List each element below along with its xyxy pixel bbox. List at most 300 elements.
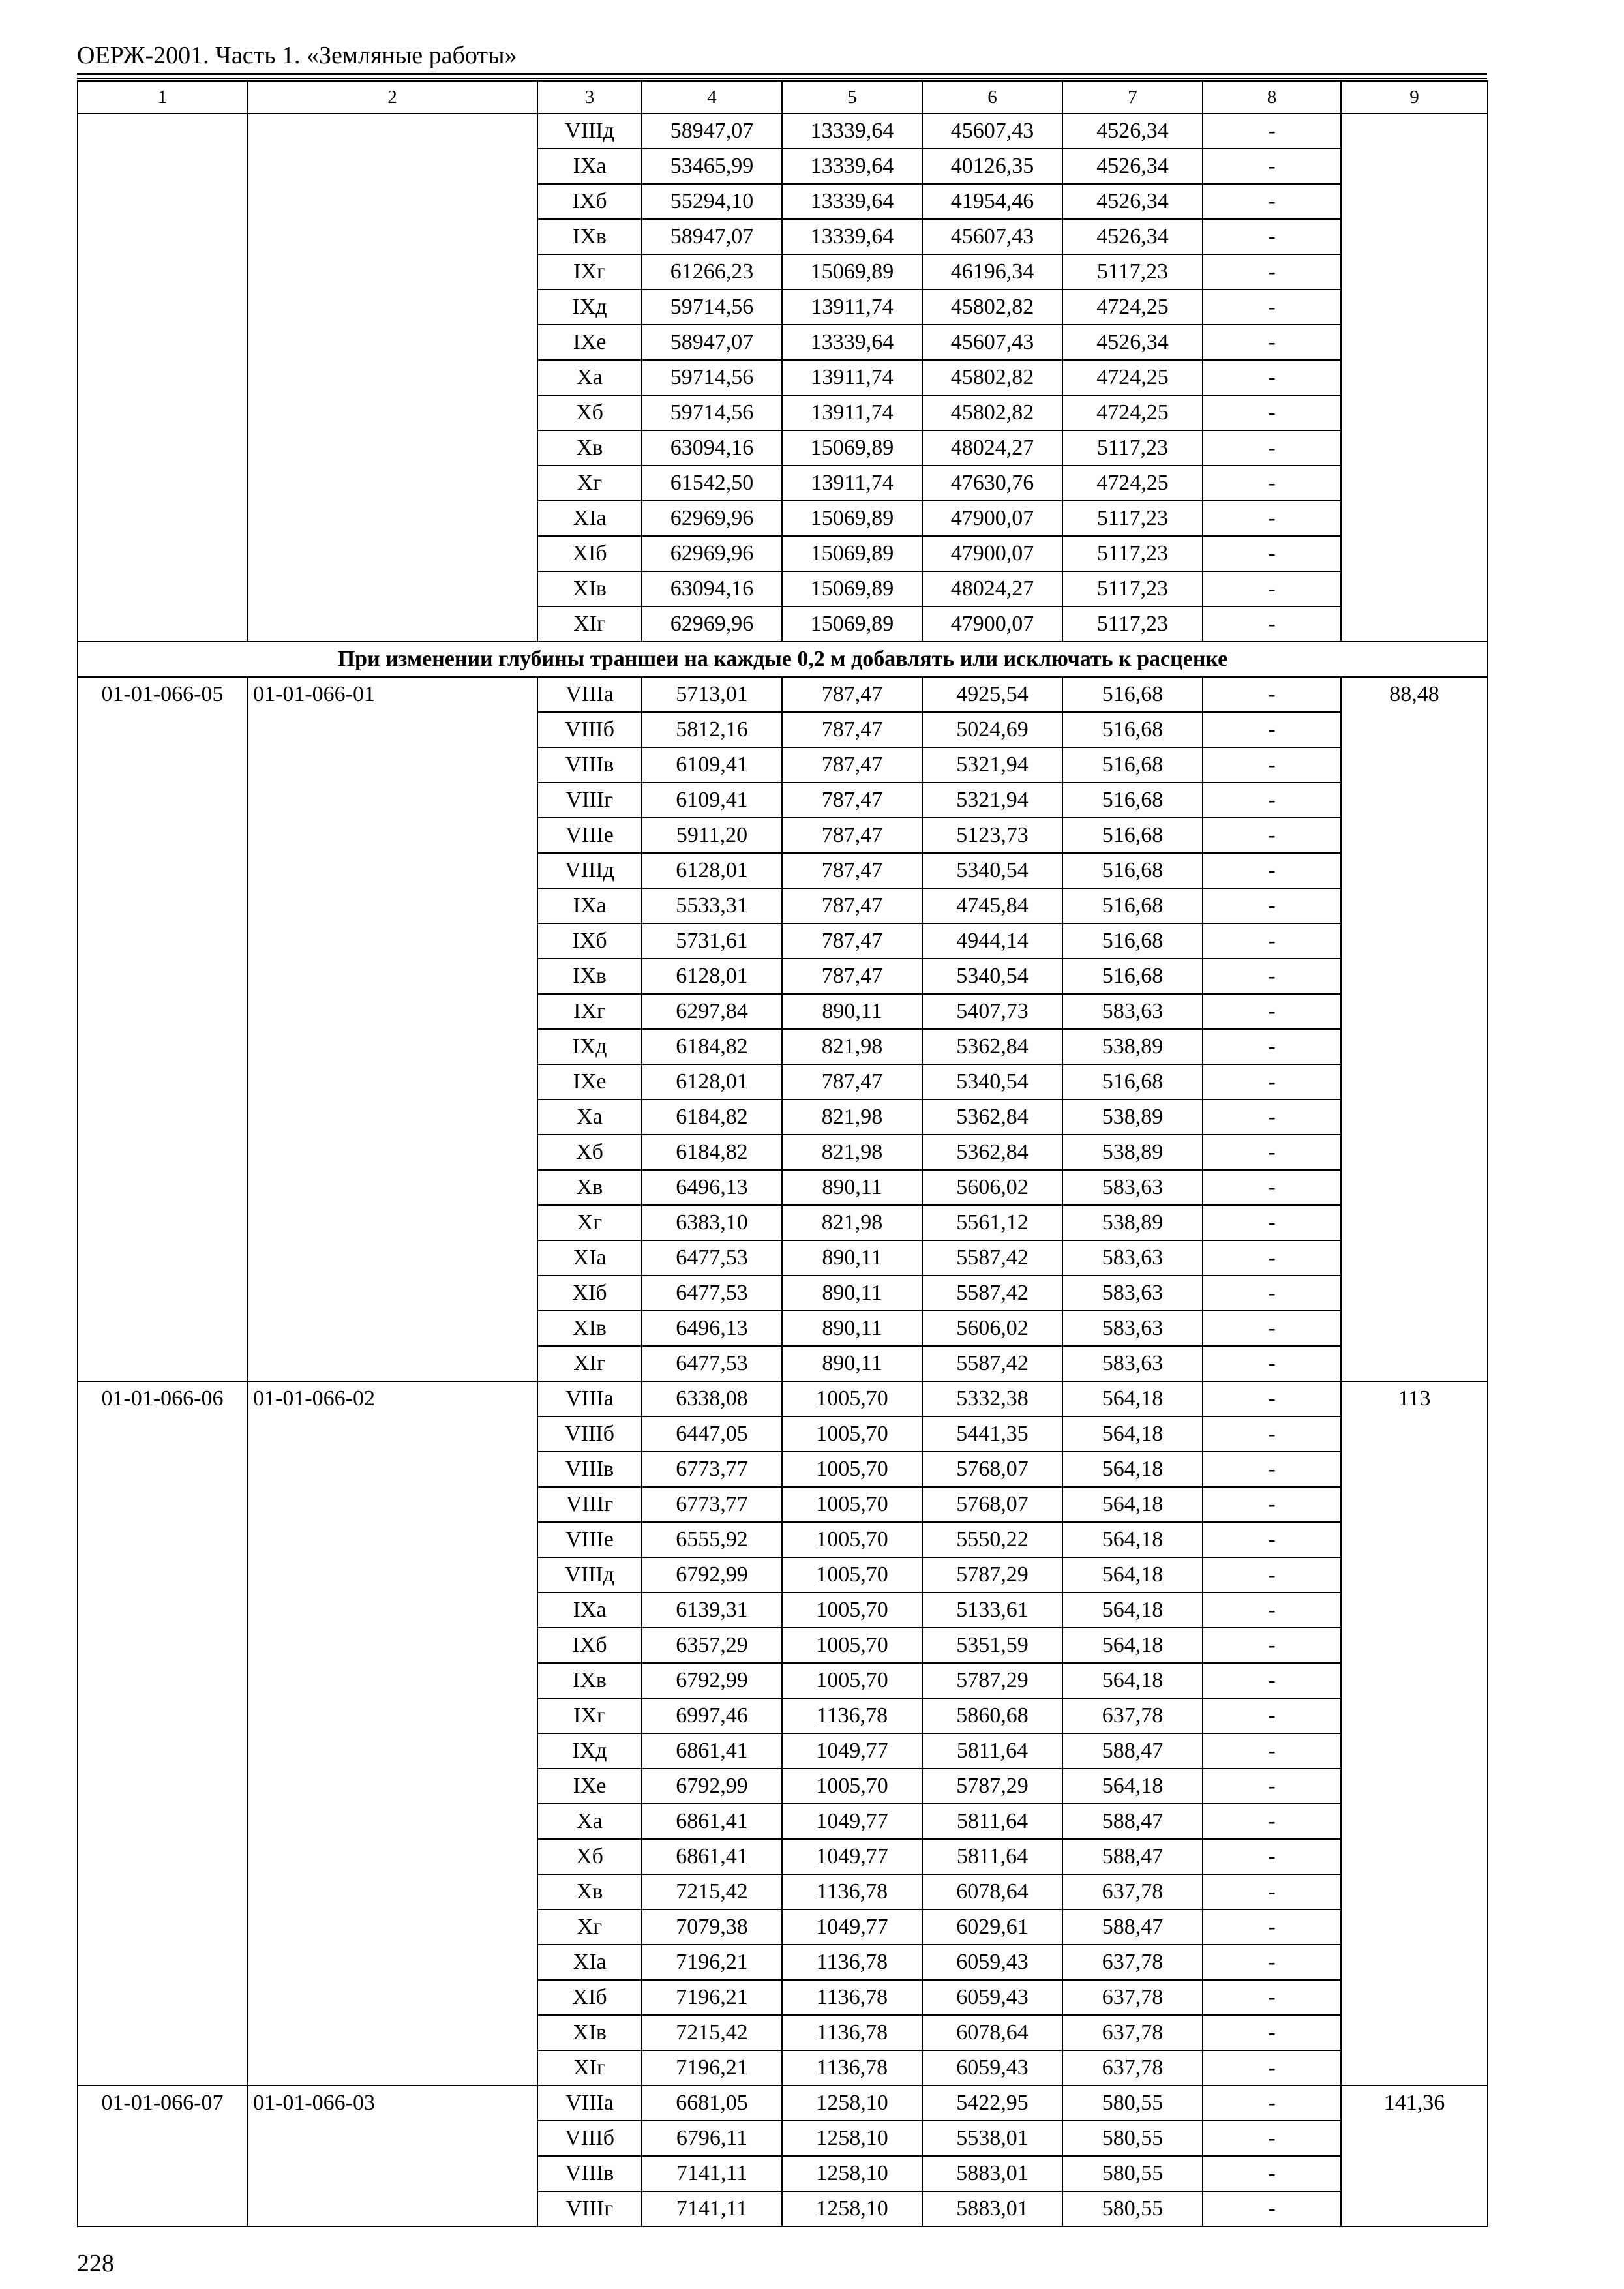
machine-cost-cell: 5340,54 bbox=[922, 853, 1062, 888]
operator-wage-cell: 583,63 bbox=[1062, 1170, 1203, 1205]
machine-cost-cell: 5606,02 bbox=[922, 1170, 1062, 1205]
materials-cell: - bbox=[1203, 1311, 1341, 1346]
total-cost-cell: 6383,10 bbox=[642, 1205, 782, 1240]
machine-cost-cell: 45802,82 bbox=[922, 360, 1062, 395]
total-cost-cell: 6796,11 bbox=[642, 2121, 782, 2156]
operator-wage-cell: 580,55 bbox=[1062, 2156, 1203, 2191]
total-cost-cell: 5731,61 bbox=[642, 923, 782, 959]
soil-group-cell: XIг bbox=[537, 1346, 642, 1381]
operator-wage-cell: 583,63 bbox=[1062, 1311, 1203, 1346]
total-cost-cell: 7079,38 bbox=[642, 1909, 782, 1945]
total-cost-cell: 6128,01 bbox=[642, 1064, 782, 1100]
labor-cost-cell: 13911,74 bbox=[782, 395, 922, 430]
labor-cost-cell: 1005,70 bbox=[782, 1769, 922, 1804]
soil-group-cell: Xв bbox=[537, 430, 642, 466]
materials-cell: - bbox=[1203, 2191, 1341, 2226]
soil-group-cell: XIб bbox=[537, 536, 642, 571]
soil-group-cell: IXе bbox=[537, 1769, 642, 1804]
operator-wage-cell: 5117,23 bbox=[1062, 536, 1203, 571]
operator-wage-cell: 4724,25 bbox=[1062, 360, 1203, 395]
column-number: 5 bbox=[782, 81, 922, 113]
machine-cost-cell: 45802,82 bbox=[922, 395, 1062, 430]
rate-code-cell: 01-01-066-05 bbox=[78, 677, 247, 1381]
total-cost-cell: 7141,11 bbox=[642, 2191, 782, 2226]
labor-cost-cell: 1136,78 bbox=[782, 1874, 922, 1909]
base-rate-cell: 01-01-066-03 bbox=[247, 2086, 537, 2226]
rate-code-cell: 01-01-066-06 bbox=[78, 1381, 247, 2086]
operator-wage-cell: 4526,34 bbox=[1062, 219, 1203, 254]
machine-cost-cell: 5561,12 bbox=[922, 1205, 1062, 1240]
materials-cell: - bbox=[1203, 1593, 1341, 1628]
operator-wage-cell: 637,78 bbox=[1062, 2015, 1203, 2050]
materials-cell: - bbox=[1203, 994, 1341, 1029]
materials-cell: - bbox=[1203, 1557, 1341, 1593]
operator-wage-cell: 4724,25 bbox=[1062, 290, 1203, 325]
labor-cost-cell: 787,47 bbox=[782, 923, 922, 959]
column-number: 6 bbox=[922, 81, 1062, 113]
materials-cell: - bbox=[1203, 1135, 1341, 1170]
soil-group-cell: VIIIб bbox=[537, 712, 642, 747]
operator-wage-cell: 516,68 bbox=[1062, 747, 1203, 783]
materials-cell: - bbox=[1203, 325, 1341, 360]
machine-cost-cell: 6059,43 bbox=[922, 1945, 1062, 1980]
machine-cost-cell: 5441,35 bbox=[922, 1416, 1062, 1452]
labor-cost-cell: 13911,74 bbox=[782, 466, 922, 501]
labor-cost-cell: 787,47 bbox=[782, 1064, 922, 1100]
machine-cost-cell: 4944,14 bbox=[922, 923, 1062, 959]
materials-cell: - bbox=[1203, 1416, 1341, 1452]
machine-cost-cell: 4745,84 bbox=[922, 888, 1062, 923]
operator-wage-cell: 564,18 bbox=[1062, 1769, 1203, 1804]
total-cost-cell: 7196,21 bbox=[642, 1945, 782, 1980]
materials-cell: - bbox=[1203, 1804, 1341, 1839]
operator-wage-cell: 516,68 bbox=[1062, 677, 1203, 712]
operator-wage-cell: 564,18 bbox=[1062, 1663, 1203, 1698]
machine-cost-cell: 45802,82 bbox=[922, 290, 1062, 325]
operator-wage-cell: 538,89 bbox=[1062, 1100, 1203, 1135]
total-cost-cell: 6139,31 bbox=[642, 1593, 782, 1628]
operator-wage-cell: 583,63 bbox=[1062, 994, 1203, 1029]
soil-group-cell: XIв bbox=[537, 571, 642, 606]
materials-cell: - bbox=[1203, 1064, 1341, 1100]
operator-wage-cell: 588,47 bbox=[1062, 1733, 1203, 1769]
labor-cost-cell: 890,11 bbox=[782, 1346, 922, 1381]
materials-cell: - bbox=[1203, 360, 1341, 395]
operator-wage-cell: 588,47 bbox=[1062, 1909, 1203, 1945]
labor-cost-cell: 890,11 bbox=[782, 1240, 922, 1276]
soil-group-cell: Xг bbox=[537, 1909, 642, 1945]
labor-cost-cell: 1005,70 bbox=[782, 1663, 922, 1698]
labor-cost-cell: 1005,70 bbox=[782, 1381, 922, 1416]
total-cost-cell: 6861,41 bbox=[642, 1733, 782, 1769]
column-9-cell: 88,48 bbox=[1341, 677, 1488, 1381]
column-number: 4 bbox=[642, 81, 782, 113]
labor-cost-cell: 1258,10 bbox=[782, 2121, 922, 2156]
labor-cost-cell: 890,11 bbox=[782, 1276, 922, 1311]
labor-cost-cell: 1049,77 bbox=[782, 1839, 922, 1874]
materials-cell: - bbox=[1203, 1452, 1341, 1487]
total-cost-cell: 6109,41 bbox=[642, 747, 782, 783]
section-title-row bbox=[78, 642, 1488, 677]
base-rate-cell: 01-01-066-02 bbox=[247, 1381, 537, 2086]
soil-group-cell: Xа bbox=[537, 1100, 642, 1135]
operator-wage-cell: 538,89 bbox=[1062, 1135, 1203, 1170]
soil-group-cell: XIб bbox=[537, 1980, 642, 2015]
machine-cost-cell: 46196,34 bbox=[922, 254, 1062, 290]
soil-group-cell: XIб bbox=[537, 1276, 642, 1311]
machine-cost-cell: 5351,59 bbox=[922, 1628, 1062, 1663]
labor-cost-cell: 1136,78 bbox=[782, 1980, 922, 2015]
labor-cost-cell: 1136,78 bbox=[782, 2050, 922, 2086]
materials-cell: - bbox=[1203, 254, 1341, 290]
operator-wage-cell: 580,55 bbox=[1062, 2191, 1203, 2226]
labor-cost-cell: 1049,77 bbox=[782, 1909, 922, 1945]
operator-wage-cell: 583,63 bbox=[1062, 1276, 1203, 1311]
operator-wage-cell: 5117,23 bbox=[1062, 430, 1203, 466]
soil-group-cell: XIа bbox=[537, 1945, 642, 1980]
labor-cost-cell: 15069,89 bbox=[782, 571, 922, 606]
machine-cost-cell: 6078,64 bbox=[922, 2015, 1062, 2050]
materials-cell: - bbox=[1203, 783, 1341, 818]
table-row bbox=[78, 1381, 1488, 1416]
soil-group-cell: Xв bbox=[537, 1170, 642, 1205]
operator-wage-cell: 637,78 bbox=[1062, 2050, 1203, 2086]
materials-cell: - bbox=[1203, 1663, 1341, 1698]
total-cost-cell: 6184,82 bbox=[642, 1100, 782, 1135]
operator-wage-cell: 5117,23 bbox=[1062, 571, 1203, 606]
total-cost-cell: 63094,16 bbox=[642, 571, 782, 606]
operator-wage-cell: 580,55 bbox=[1062, 2086, 1203, 2121]
soil-group-cell: VIIIг bbox=[537, 783, 642, 818]
labor-cost-cell: 13911,74 bbox=[782, 360, 922, 395]
total-cost-cell: 5713,01 bbox=[642, 677, 782, 712]
labor-cost-cell: 1005,70 bbox=[782, 1452, 922, 1487]
machine-cost-cell: 5024,69 bbox=[922, 712, 1062, 747]
total-cost-cell: 6338,08 bbox=[642, 1381, 782, 1416]
soil-group-cell: IXд bbox=[537, 1733, 642, 1769]
operator-wage-cell: 516,68 bbox=[1062, 853, 1203, 888]
soil-group-cell: VIIIа bbox=[537, 677, 642, 712]
operator-wage-cell: 538,89 bbox=[1062, 1205, 1203, 1240]
base-rate-cell bbox=[247, 113, 537, 642]
machine-cost-cell: 5362,84 bbox=[922, 1135, 1062, 1170]
column-number: 7 bbox=[1062, 81, 1203, 113]
labor-cost-cell: 13339,64 bbox=[782, 149, 922, 184]
total-cost-cell: 6681,05 bbox=[642, 2086, 782, 2121]
operator-wage-cell: 4526,34 bbox=[1062, 325, 1203, 360]
machine-cost-cell: 6059,43 bbox=[922, 1980, 1062, 2015]
operator-wage-cell: 4526,34 bbox=[1062, 113, 1203, 149]
labor-cost-cell: 787,47 bbox=[782, 818, 922, 853]
soil-group-cell: VIIIе bbox=[537, 1522, 642, 1557]
soil-group-cell: Xб bbox=[537, 395, 642, 430]
materials-cell: - bbox=[1203, 1698, 1341, 1733]
soil-group-cell: XIв bbox=[537, 1311, 642, 1346]
soil-group-cell: XIв bbox=[537, 2015, 642, 2050]
operator-wage-cell: 516,68 bbox=[1062, 923, 1203, 959]
machine-cost-cell: 5587,42 bbox=[922, 1276, 1062, 1311]
materials-cell: - bbox=[1203, 430, 1341, 466]
labor-cost-cell: 821,98 bbox=[782, 1135, 922, 1170]
total-cost-cell: 61542,50 bbox=[642, 466, 782, 501]
machine-cost-cell: 5587,42 bbox=[922, 1240, 1062, 1276]
total-cost-cell: 6109,41 bbox=[642, 783, 782, 818]
column-number: 9 bbox=[1341, 81, 1488, 113]
materials-cell: - bbox=[1203, 1909, 1341, 1945]
total-cost-cell: 7196,21 bbox=[642, 1980, 782, 2015]
labor-cost-cell: 15069,89 bbox=[782, 501, 922, 536]
machine-cost-cell: 5606,02 bbox=[922, 1311, 1062, 1346]
materials-cell: - bbox=[1203, 290, 1341, 325]
soil-group-cell: IXе bbox=[537, 325, 642, 360]
total-cost-cell: 6477,53 bbox=[642, 1346, 782, 1381]
labor-cost-cell: 1005,70 bbox=[782, 1487, 922, 1522]
operator-wage-cell: 583,63 bbox=[1062, 1346, 1203, 1381]
materials-cell: - bbox=[1203, 1839, 1341, 1874]
labor-cost-cell: 1136,78 bbox=[782, 1945, 922, 1980]
soil-group-cell: XIа bbox=[537, 1240, 642, 1276]
total-cost-cell: 6357,29 bbox=[642, 1628, 782, 1663]
total-cost-cell: 6447,05 bbox=[642, 1416, 782, 1452]
materials-cell: - bbox=[1203, 747, 1341, 783]
total-cost-cell: 6773,77 bbox=[642, 1487, 782, 1522]
materials-cell: - bbox=[1203, 536, 1341, 571]
labor-cost-cell: 1005,70 bbox=[782, 1593, 922, 1628]
column-number: 3 bbox=[537, 81, 642, 113]
total-cost-cell: 59714,56 bbox=[642, 290, 782, 325]
total-cost-cell: 7196,21 bbox=[642, 2050, 782, 2086]
machine-cost-cell: 6029,61 bbox=[922, 1909, 1062, 1945]
labor-cost-cell: 1005,70 bbox=[782, 1416, 922, 1452]
soil-group-cell: Xв bbox=[537, 1874, 642, 1909]
labor-cost-cell: 15069,89 bbox=[782, 254, 922, 290]
operator-wage-cell: 516,68 bbox=[1062, 1064, 1203, 1100]
materials-cell: - bbox=[1203, 184, 1341, 219]
soil-group-cell: VIIIб bbox=[537, 2121, 642, 2156]
soil-group-cell: IXг bbox=[537, 994, 642, 1029]
operator-wage-cell: 637,78 bbox=[1062, 1945, 1203, 1980]
labor-cost-cell: 15069,89 bbox=[782, 536, 922, 571]
labor-cost-cell: 821,98 bbox=[782, 1100, 922, 1135]
total-cost-cell: 58947,07 bbox=[642, 113, 782, 149]
machine-cost-cell: 5362,84 bbox=[922, 1029, 1062, 1064]
labor-cost-cell: 1136,78 bbox=[782, 2015, 922, 2050]
labor-cost-cell: 821,98 bbox=[782, 1029, 922, 1064]
total-cost-cell: 6861,41 bbox=[642, 1839, 782, 1874]
soil-group-cell: VIIIа bbox=[537, 1381, 642, 1416]
operator-wage-cell: 564,18 bbox=[1062, 1557, 1203, 1593]
soil-group-cell: VIIIе bbox=[537, 818, 642, 853]
materials-cell: - bbox=[1203, 1170, 1341, 1205]
column-number: 2 bbox=[247, 81, 537, 113]
section-title: При изменении глубины траншеи на каждые 0,2 м добавлять или исключать к расценке bbox=[78, 642, 1488, 677]
machine-cost-cell: 5787,29 bbox=[922, 1663, 1062, 1698]
soil-group-cell: XIг bbox=[537, 2050, 642, 2086]
materials-cell: - bbox=[1203, 501, 1341, 536]
labor-cost-cell: 787,47 bbox=[782, 783, 922, 818]
total-cost-cell: 6773,77 bbox=[642, 1452, 782, 1487]
operator-wage-cell: 4724,25 bbox=[1062, 466, 1203, 501]
materials-cell: - bbox=[1203, 395, 1341, 430]
total-cost-cell: 6496,13 bbox=[642, 1311, 782, 1346]
total-cost-cell: 6128,01 bbox=[642, 959, 782, 994]
operator-wage-cell: 516,68 bbox=[1062, 888, 1203, 923]
labor-cost-cell: 13339,64 bbox=[782, 219, 922, 254]
header-rule-top bbox=[77, 73, 1487, 75]
column-number: 8 bbox=[1203, 81, 1341, 113]
total-cost-cell: 58947,07 bbox=[642, 219, 782, 254]
soil-group-cell: IXг bbox=[537, 1698, 642, 1733]
materials-cell: - bbox=[1203, 1276, 1341, 1311]
total-cost-cell: 55294,10 bbox=[642, 184, 782, 219]
operator-wage-cell: 564,18 bbox=[1062, 1452, 1203, 1487]
operator-wage-cell: 4526,34 bbox=[1062, 149, 1203, 184]
table-row bbox=[78, 2086, 1488, 2121]
page-header-title: ОЕРЖ-2001. Часть 1. «Земляные работы» bbox=[77, 42, 517, 69]
labor-cost-cell: 15069,89 bbox=[782, 430, 922, 466]
column-9-cell: 113 bbox=[1341, 1381, 1488, 2086]
operator-wage-cell: 580,55 bbox=[1062, 2121, 1203, 2156]
operator-wage-cell: 5117,23 bbox=[1062, 606, 1203, 642]
total-cost-cell: 6792,99 bbox=[642, 1663, 782, 1698]
soil-group-cell: XIа bbox=[537, 501, 642, 536]
soil-group-cell: IXа bbox=[537, 1593, 642, 1628]
machine-cost-cell: 5133,61 bbox=[922, 1593, 1062, 1628]
operator-wage-cell: 588,47 bbox=[1062, 1804, 1203, 1839]
machine-cost-cell: 47900,07 bbox=[922, 606, 1062, 642]
machine-cost-cell: 41954,46 bbox=[922, 184, 1062, 219]
table-row bbox=[78, 113, 1488, 149]
column-9-cell bbox=[1341, 113, 1488, 642]
soil-group-cell: IXб bbox=[537, 184, 642, 219]
machine-cost-cell: 5538,01 bbox=[922, 2121, 1062, 2156]
labor-cost-cell: 1049,77 bbox=[782, 1733, 922, 1769]
machine-cost-cell: 48024,27 bbox=[922, 430, 1062, 466]
operator-wage-cell: 4526,34 bbox=[1062, 184, 1203, 219]
rates-table bbox=[77, 80, 1488, 2227]
page-number: 228 bbox=[77, 2250, 114, 2277]
soil-group-cell: IXд bbox=[537, 1029, 642, 1064]
operator-wage-cell: 564,18 bbox=[1062, 1416, 1203, 1452]
materials-cell: - bbox=[1203, 466, 1341, 501]
machine-cost-cell: 5883,01 bbox=[922, 2156, 1062, 2191]
machine-cost-cell: 5768,07 bbox=[922, 1487, 1062, 1522]
total-cost-cell: 63094,16 bbox=[642, 430, 782, 466]
total-cost-cell: 5911,20 bbox=[642, 818, 782, 853]
materials-cell: - bbox=[1203, 1522, 1341, 1557]
machine-cost-cell: 5768,07 bbox=[922, 1452, 1062, 1487]
labor-cost-cell: 821,98 bbox=[782, 1205, 922, 1240]
machine-cost-cell: 5123,73 bbox=[922, 818, 1062, 853]
machine-cost-cell: 47630,76 bbox=[922, 466, 1062, 501]
total-cost-cell: 7215,42 bbox=[642, 2015, 782, 2050]
machine-cost-cell: 5422,95 bbox=[922, 2086, 1062, 2121]
materials-cell: - bbox=[1203, 923, 1341, 959]
total-cost-cell: 6477,53 bbox=[642, 1276, 782, 1311]
soil-group-cell: Xг bbox=[537, 1205, 642, 1240]
soil-group-cell: VIIIг bbox=[537, 2191, 642, 2226]
labor-cost-cell: 1049,77 bbox=[782, 1804, 922, 1839]
operator-wage-cell: 637,78 bbox=[1062, 1698, 1203, 1733]
total-cost-cell: 62969,96 bbox=[642, 536, 782, 571]
total-cost-cell: 62969,96 bbox=[642, 606, 782, 642]
labor-cost-cell: 15069,89 bbox=[782, 606, 922, 642]
labor-cost-cell: 1005,70 bbox=[782, 1522, 922, 1557]
labor-cost-cell: 1136,78 bbox=[782, 1698, 922, 1733]
materials-cell: - bbox=[1203, 818, 1341, 853]
materials-cell: - bbox=[1203, 149, 1341, 184]
soil-group-cell: VIIIв bbox=[537, 1452, 642, 1487]
labor-cost-cell: 13339,64 bbox=[782, 113, 922, 149]
operator-wage-cell: 564,18 bbox=[1062, 1487, 1203, 1522]
materials-cell: - bbox=[1203, 219, 1341, 254]
machine-cost-cell: 5811,64 bbox=[922, 1839, 1062, 1874]
rates-table-body bbox=[78, 81, 1488, 2226]
labor-cost-cell: 13339,64 bbox=[782, 325, 922, 360]
materials-cell: - bbox=[1203, 1029, 1341, 1064]
machine-cost-cell: 40126,35 bbox=[922, 149, 1062, 184]
machine-cost-cell: 47900,07 bbox=[922, 536, 1062, 571]
machine-cost-cell: 47900,07 bbox=[922, 501, 1062, 536]
total-cost-cell: 6477,53 bbox=[642, 1240, 782, 1276]
materials-cell: - bbox=[1203, 2121, 1341, 2156]
total-cost-cell: 6496,13 bbox=[642, 1170, 782, 1205]
materials-cell: - bbox=[1203, 1381, 1341, 1416]
total-cost-cell: 5533,31 bbox=[642, 888, 782, 923]
materials-cell: - bbox=[1203, 1205, 1341, 1240]
labor-cost-cell: 787,47 bbox=[782, 888, 922, 923]
total-cost-cell: 7215,42 bbox=[642, 1874, 782, 1909]
machine-cost-cell: 5321,94 bbox=[922, 747, 1062, 783]
total-cost-cell: 7141,11 bbox=[642, 2156, 782, 2191]
soil-group-cell: VIIIд bbox=[537, 1557, 642, 1593]
materials-cell: - bbox=[1203, 959, 1341, 994]
operator-wage-cell: 588,47 bbox=[1062, 1839, 1203, 1874]
labor-cost-cell: 890,11 bbox=[782, 1170, 922, 1205]
operator-wage-cell: 538,89 bbox=[1062, 1029, 1203, 1064]
soil-group-cell: IXа bbox=[537, 149, 642, 184]
materials-cell: - bbox=[1203, 1240, 1341, 1276]
soil-group-cell: IXв bbox=[537, 1663, 642, 1698]
machine-cost-cell: 5550,22 bbox=[922, 1522, 1062, 1557]
machine-cost-cell: 5340,54 bbox=[922, 1064, 1062, 1100]
machine-cost-cell: 5407,73 bbox=[922, 994, 1062, 1029]
labor-cost-cell: 13339,64 bbox=[782, 184, 922, 219]
soil-group-cell: VIIIд bbox=[537, 113, 642, 149]
rate-code-cell: 01-01-066-07 bbox=[78, 2086, 247, 2226]
operator-wage-cell: 583,63 bbox=[1062, 1240, 1203, 1276]
soil-group-cell: XIг bbox=[537, 606, 642, 642]
materials-cell: - bbox=[1203, 1769, 1341, 1804]
operator-wage-cell: 516,68 bbox=[1062, 783, 1203, 818]
total-cost-cell: 62969,96 bbox=[642, 501, 782, 536]
operator-wage-cell: 564,18 bbox=[1062, 1593, 1203, 1628]
materials-cell: - bbox=[1203, 1945, 1341, 1980]
labor-cost-cell: 1258,10 bbox=[782, 2086, 922, 2121]
soil-group-cell: Xб bbox=[537, 1839, 642, 1874]
soil-group-cell: IXб bbox=[537, 1628, 642, 1663]
materials-cell: - bbox=[1203, 1487, 1341, 1522]
operator-wage-cell: 637,78 bbox=[1062, 1980, 1203, 2015]
materials-cell: - bbox=[1203, 2086, 1341, 2121]
rate-code-cell bbox=[78, 113, 247, 642]
machine-cost-cell: 45607,43 bbox=[922, 113, 1062, 149]
soil-group-cell: IXв bbox=[537, 959, 642, 994]
labor-cost-cell: 1258,10 bbox=[782, 2191, 922, 2226]
soil-group-cell: VIIIб bbox=[537, 1416, 642, 1452]
soil-group-cell: Xг bbox=[537, 466, 642, 501]
machine-cost-cell: 4925,54 bbox=[922, 677, 1062, 712]
